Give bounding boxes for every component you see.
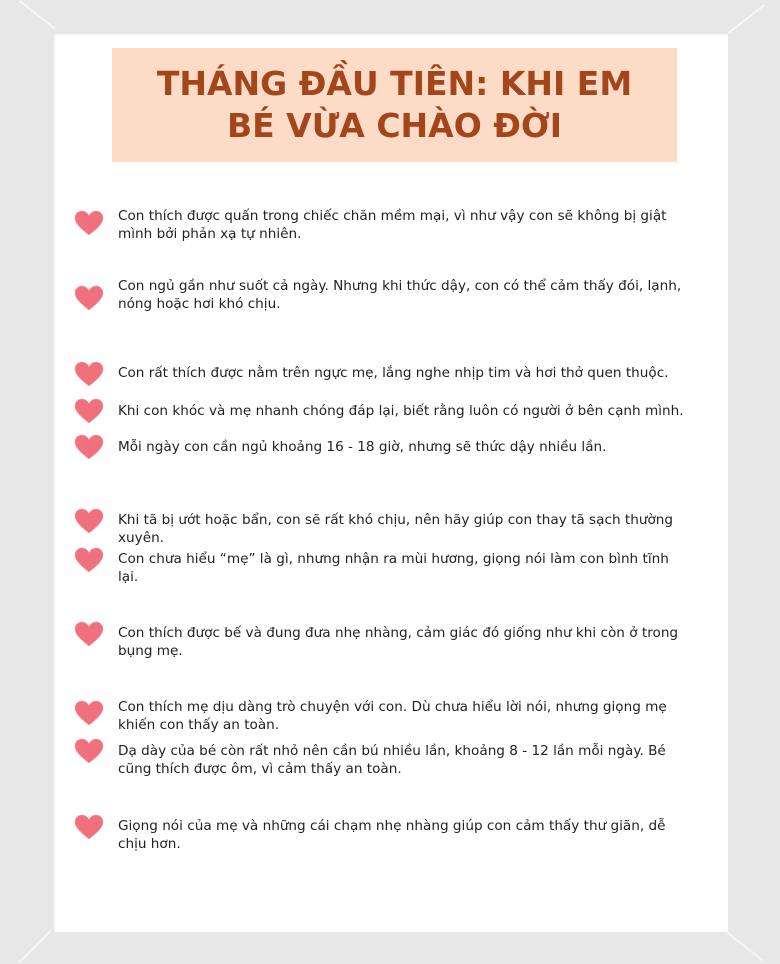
heart-icon (74, 814, 104, 840)
frame-corner (19, 0, 56, 29)
poster-paper (52, 32, 728, 932)
title-banner (112, 48, 677, 162)
tip-text: Con chưa hiểu “mẹ” là gì, nhưng nhận ra mùi hương, giọng nói làm con bình tĩnh lại. (118, 551, 669, 585)
tip-text: Dạ dày của bé còn rất nhỏ nên cần bú nhiều lần, khoảng 8 - 12 lần mỗi ngày. Bé cũng thích được ôm, vì cảm thấy an toàn. (118, 743, 666, 777)
heart-icon (74, 434, 104, 460)
frame-corner (18, 930, 51, 963)
heart-icon (74, 361, 104, 387)
tip-text: Con thích được bế và đung đưa nhẹ nhàng, cảm giác đó giống như khi còn ở trong bụng mẹ. (118, 625, 679, 659)
tip-text: Con thích mẹ dịu dàng trò chuyện với con. Dù chưa hiểu lời nói, nhưng giọng mẹ khiến con thấy an toàn. (118, 699, 667, 733)
tip-text: Giọng nói của mẹ và những cái chạm nhẹ nhàng giúp con cảm thấy thư giãn, dễ chịu hơn. (118, 818, 666, 852)
heart-icon (74, 508, 104, 534)
tip-text: Con rất thích được nằm trên ngực mẹ, lắng nghe nhịp tim và hơi thở quen thuộc. (118, 365, 669, 381)
heart-icon (74, 285, 104, 311)
heart-icon (74, 547, 104, 573)
tip-text: Con thích được quấn trong chiếc chăn mềm mại, vì như vậy con sẽ không bị giật mình bởi phản xạ tự nhiên. (118, 208, 667, 242)
tip-text: Khi con khóc và mẹ nhanh chóng đáp lại, biết rằng luôn có người ở bên cạnh mình. (118, 403, 684, 419)
heart-icon (74, 700, 104, 726)
tip-text: Khi tã bị ướt hoặc bẩn, con sẽ rất khó chịu, nên hãy giúp con thay tã sạch thường xuyên. (118, 512, 674, 546)
heart-icon (74, 738, 104, 764)
frame-corner (728, 4, 765, 33)
tip-text: Mỗi ngày con cần ngủ khoảng 16 - 18 giờ, nhưng sẽ thức dậy nhiều lần. (118, 439, 607, 455)
heart-icon (74, 621, 104, 647)
heart-icon (74, 398, 104, 424)
tip-text: Con ngủ gần như suốt cả ngày. Nhưng khi thức dậy, con có thể cảm thấy đói, lạnh, nóng hoặc hơi khó chịu. (118, 278, 682, 312)
poster-title: THÁNG ĐẦU TIÊN: KHI EM BÉ VỪA CHÀO ĐỜI (156, 64, 633, 145)
heart-icon (74, 210, 104, 236)
frame-corner (727, 932, 764, 961)
